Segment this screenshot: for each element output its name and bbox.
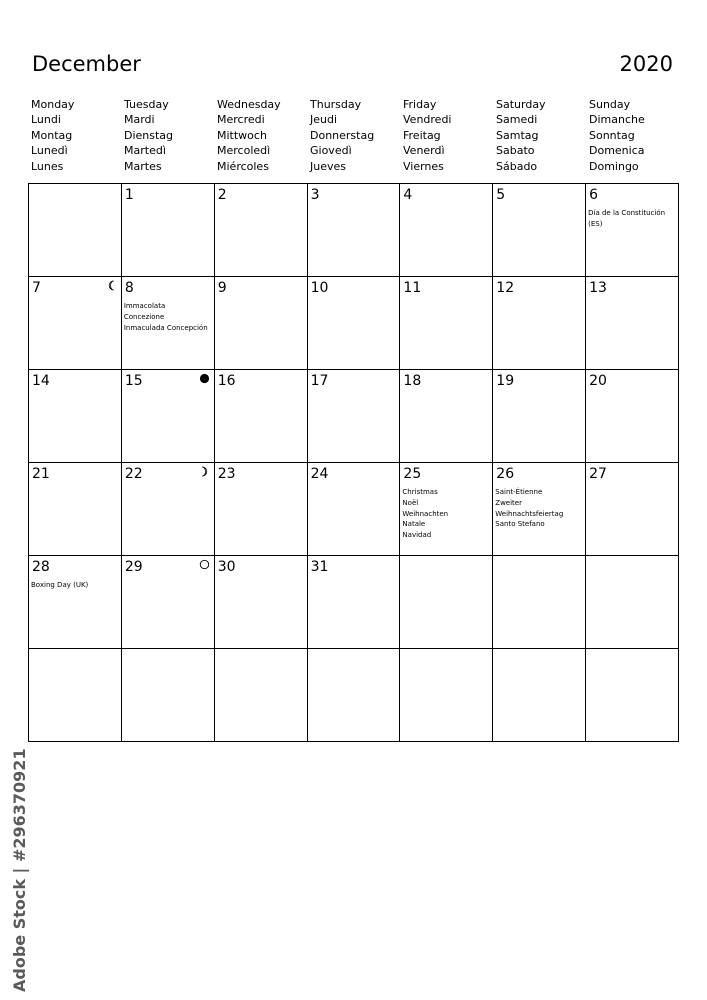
empty-day-cell bbox=[586, 649, 679, 742]
day-cell bbox=[400, 370, 493, 463]
weekday-name: Lundi bbox=[31, 113, 61, 127]
day-number: 22 bbox=[124, 466, 143, 482]
day-number: 27 bbox=[589, 466, 607, 482]
weekday-name: Jueves bbox=[310, 159, 346, 173]
weekday-column bbox=[493, 97, 585, 174]
weekday-name: Samtag bbox=[496, 128, 539, 142]
day-cell bbox=[493, 370, 586, 463]
day-cell bbox=[215, 277, 308, 370]
empty-day-cell bbox=[29, 649, 122, 742]
day-number: 12 bbox=[496, 280, 515, 296]
stock-watermark: Adobe Stock | #296370921 bbox=[10, 748, 29, 992]
weekday-name: Saturday bbox=[496, 98, 546, 111]
day-cell bbox=[122, 277, 215, 370]
day-number: 11 bbox=[403, 280, 422, 296]
weekday-name: Freitag bbox=[403, 128, 441, 142]
day-cell bbox=[215, 184, 308, 277]
day-cell bbox=[308, 184, 401, 277]
weekday-name: Giovedì bbox=[310, 144, 352, 158]
weekday-name: Sunday bbox=[589, 98, 631, 111]
holiday-label: Inmaculada Concepción bbox=[123, 323, 208, 332]
holiday-label: Natale bbox=[402, 520, 426, 529]
weekday-name: Miércoles bbox=[217, 159, 269, 173]
weekday-column bbox=[121, 97, 213, 174]
weekday-name: Vendredi bbox=[403, 113, 452, 127]
empty-day-cell bbox=[400, 556, 493, 649]
weekday-name: Dimanche bbox=[589, 113, 645, 127]
day-cell bbox=[29, 370, 122, 463]
day-number: 25 bbox=[403, 466, 422, 482]
holiday-label: Noël bbox=[402, 498, 419, 507]
moon-last-quarter-icon bbox=[106, 280, 117, 291]
day-cell bbox=[308, 463, 401, 556]
day-number: 28 bbox=[32, 559, 50, 575]
day-cell bbox=[400, 184, 493, 277]
weekday-name: Donnerstag bbox=[310, 128, 375, 142]
day-number: 3 bbox=[310, 187, 320, 203]
weekday-column bbox=[307, 97, 399, 174]
day-cell bbox=[586, 370, 679, 463]
weekday-name: Friday bbox=[403, 98, 437, 111]
holiday-label: Weihnachten bbox=[402, 509, 449, 518]
day-number: 31 bbox=[310, 559, 329, 575]
holiday-label: Immacolata bbox=[123, 302, 166, 310]
holiday-label: Weihnachtsfeiertag bbox=[495, 509, 564, 518]
empty-day-cell bbox=[493, 556, 586, 649]
empty-day-cell bbox=[215, 649, 308, 742]
day-cell bbox=[215, 463, 308, 556]
day-cell bbox=[308, 277, 401, 370]
holiday-label: Zweiter bbox=[495, 498, 522, 507]
holiday-label: (ES) bbox=[588, 219, 603, 228]
weekday-name: Domingo bbox=[589, 159, 639, 173]
weekday-name: Dienstag bbox=[124, 128, 174, 142]
weekday-name: Martedì bbox=[124, 144, 166, 158]
day-cell bbox=[215, 370, 308, 463]
weekday-header bbox=[28, 97, 679, 177]
weekday-name: Sonntag bbox=[589, 128, 635, 142]
day-cell bbox=[586, 277, 679, 370]
holiday-notes bbox=[124, 301, 213, 333]
day-number: 13 bbox=[589, 280, 607, 296]
weekday-name: Mardi bbox=[124, 113, 155, 127]
day-cell bbox=[400, 277, 493, 370]
weekday-name: Lunedì bbox=[31, 144, 68, 158]
day-cell bbox=[29, 556, 122, 649]
day-cell bbox=[586, 184, 679, 277]
day-number: 5 bbox=[496, 187, 506, 203]
day-cell bbox=[586, 463, 679, 556]
day-number: 7 bbox=[32, 280, 41, 296]
day-number: 15 bbox=[124, 373, 143, 389]
day-number: 1 bbox=[124, 187, 134, 203]
day-number: 6 bbox=[589, 187, 599, 203]
holiday-notes bbox=[31, 580, 120, 591]
day-cell bbox=[308, 556, 401, 649]
moon-full-icon bbox=[199, 559, 210, 570]
day-cell bbox=[122, 370, 215, 463]
day-cell bbox=[493, 184, 586, 277]
weekday-name: Jeudi bbox=[310, 113, 338, 127]
holiday-label: Santo Stefano bbox=[495, 520, 545, 529]
day-cell bbox=[122, 463, 215, 556]
weekday-column bbox=[28, 97, 120, 174]
day-number: 24 bbox=[310, 466, 329, 482]
day-cell bbox=[29, 463, 122, 556]
day-number: 14 bbox=[32, 373, 50, 389]
day-number: 20 bbox=[589, 373, 607, 389]
day-cell bbox=[308, 370, 401, 463]
weekday-name: Tuesday bbox=[124, 98, 169, 111]
day-number: 21 bbox=[32, 466, 50, 482]
day-cell bbox=[122, 184, 215, 277]
day-number: 16 bbox=[217, 373, 236, 389]
holiday-label: Christmas bbox=[402, 488, 438, 496]
weekday-name: Thursday bbox=[310, 98, 362, 111]
moon-new-icon bbox=[199, 373, 210, 384]
weekday-column bbox=[586, 97, 678, 174]
day-number: 18 bbox=[403, 373, 422, 389]
holiday-label: Día de la Constitución bbox=[588, 209, 666, 217]
weekday-name: Mittwoch bbox=[217, 128, 267, 142]
weekday-name: Venerdì bbox=[403, 144, 445, 158]
moon-first-quarter-icon bbox=[199, 466, 210, 477]
empty-day-cell bbox=[400, 649, 493, 742]
day-cell bbox=[493, 463, 586, 556]
year-title: 2020 bbox=[619, 52, 673, 76]
day-number: 2 bbox=[217, 187, 227, 203]
day-number: 4 bbox=[403, 187, 413, 203]
day-cell bbox=[29, 277, 122, 370]
holiday-label: Boxing Day (UK) bbox=[31, 581, 89, 589]
holiday-label: Concezione bbox=[123, 312, 165, 321]
weekday-name: Mercredi bbox=[217, 113, 265, 127]
weekday-name: Wednesday bbox=[217, 98, 281, 111]
day-number: 30 bbox=[217, 559, 236, 575]
weekday-column bbox=[214, 97, 306, 174]
weekday-name: Martes bbox=[124, 159, 162, 173]
holiday-notes bbox=[402, 487, 491, 541]
day-cell bbox=[400, 463, 493, 556]
day-number: 19 bbox=[496, 373, 515, 389]
weekday-name: Montag bbox=[31, 128, 73, 142]
weekday-name: Domenica bbox=[589, 144, 645, 158]
holiday-label: Navidad bbox=[402, 531, 432, 540]
empty-day-cell bbox=[29, 184, 122, 277]
weekday-name: Sabato bbox=[496, 144, 535, 158]
holiday-notes bbox=[495, 487, 584, 530]
weekday-name: Viernes bbox=[403, 159, 444, 173]
weekday-name: Samedi bbox=[496, 113, 538, 127]
empty-day-cell bbox=[122, 649, 215, 742]
calendar-grid bbox=[28, 183, 679, 742]
holiday-label: Saint-Étienne bbox=[495, 488, 543, 496]
day-number: 26 bbox=[496, 466, 515, 482]
day-number: 9 bbox=[217, 280, 227, 296]
day-number: 8 bbox=[124, 280, 134, 296]
weekday-column bbox=[400, 97, 492, 174]
weekday-name: Lunes bbox=[31, 159, 64, 173]
empty-day-cell bbox=[308, 649, 401, 742]
empty-day-cell bbox=[493, 649, 586, 742]
empty-day-cell bbox=[586, 556, 679, 649]
day-cell bbox=[215, 556, 308, 649]
day-number: 29 bbox=[124, 559, 143, 575]
day-cell bbox=[122, 556, 215, 649]
holiday-notes bbox=[588, 208, 677, 230]
day-number: 10 bbox=[310, 280, 329, 296]
day-cell bbox=[493, 277, 586, 370]
weekday-name: Mercoledì bbox=[217, 144, 271, 158]
day-number: 23 bbox=[217, 466, 236, 482]
weekday-name: Monday bbox=[31, 98, 75, 111]
weekday-name: Sábado bbox=[496, 159, 538, 173]
day-number: 17 bbox=[310, 373, 329, 389]
month-title: December bbox=[32, 52, 141, 76]
